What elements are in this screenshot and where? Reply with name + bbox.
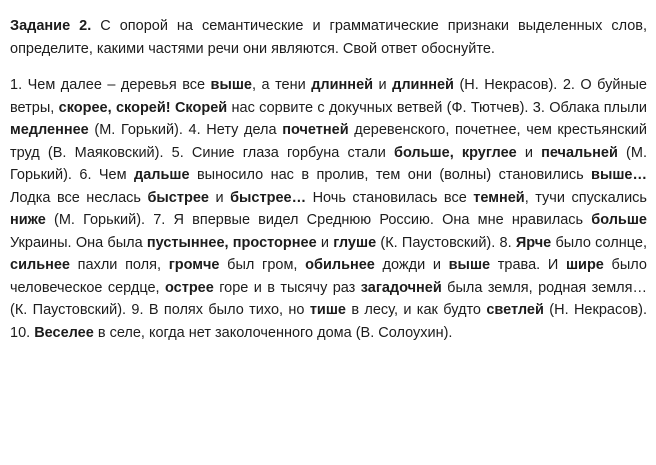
- text-run: и: [316, 234, 334, 251]
- highlighted-word: больше, круглее: [393, 144, 517, 161]
- text-run: Лодка все неслась: [10, 189, 148, 206]
- highlighted-word: Задание 2.: [10, 18, 92, 34]
- text-run: , а тени: [252, 77, 312, 93]
- highlighted-word: пустыннее, просторнее: [146, 234, 317, 251]
- text-run: (К. Паустовский). 8.: [376, 234, 516, 251]
- text-run: выносило нас в пролив, тем они (волны) становились: [189, 167, 592, 183]
- text-run: деревенского, почетнее, чем крестьянский труд (В. Маяковский). 5. Синие глаза горбуна стали: [10, 122, 647, 161]
- highlighted-word: выше: [210, 77, 252, 93]
- highlighted-word: темней: [473, 189, 525, 206]
- text-run: трава. И: [490, 257, 566, 273]
- text-run: и: [208, 189, 231, 206]
- text-run: было солнце,: [551, 234, 647, 251]
- text-run: и: [516, 144, 542, 161]
- text-run: была земля, родная земля… (К. Паустовский). 9. В полях было тихо, но: [10, 279, 647, 318]
- text-run: (М. Горький). 6. Чем: [10, 144, 647, 183]
- text-run: , тучи спускались: [524, 189, 647, 206]
- highlighted-word: тише: [309, 302, 346, 318]
- text-run: (М. Горький). 4. Нету дела: [88, 122, 283, 138]
- highlighted-word: сильнее: [10, 257, 70, 273]
- highlighted-word: обильнее: [305, 257, 375, 273]
- highlighted-word: больше: [591, 212, 647, 228]
- text-run: Ночь становилась все: [306, 189, 474, 206]
- highlighted-word: скорее, скорей! Скорей: [58, 99, 228, 116]
- highlighted-word: дальше: [134, 167, 190, 183]
- task-heading-paragraph: [10, 15, 647, 60]
- text-run: (М. Горький). 7. Я впервые видел Среднюю Россию. Она мне нравилась: [45, 212, 592, 228]
- task-exercise-paragraph: [10, 74, 647, 344]
- highlighted-word: загадочней: [360, 279, 442, 296]
- text-run: (Н. Некрасов). 2. О буйные ветры,: [10, 77, 648, 116]
- text-run: пахли поля,: [70, 257, 169, 273]
- highlighted-word: острее: [164, 279, 214, 296]
- highlighted-word: печальней: [541, 144, 618, 161]
- highlighted-word: почетней: [282, 122, 349, 138]
- highlighted-word: длинней: [311, 77, 374, 93]
- text-run: и: [373, 77, 393, 93]
- highlighted-word: быстрее: [147, 189, 209, 206]
- highlighted-word: длинней: [392, 77, 454, 93]
- text-run: горе и в тысячу раз: [213, 279, 361, 296]
- highlighted-word: выше…: [591, 167, 647, 183]
- highlighted-word: ниже: [10, 212, 46, 228]
- text-run: в селе, когда нет заколоченного дома (В. Солоухин).: [93, 324, 453, 341]
- highlighted-word: громче: [168, 257, 220, 273]
- highlighted-word: Веселее: [34, 324, 94, 341]
- highlighted-word: выше: [448, 257, 491, 273]
- text-run: 1. Чем далее – деревья все: [10, 77, 211, 93]
- text-run: был гром,: [219, 257, 306, 273]
- text-run: было человеческое сердце,: [10, 257, 647, 296]
- text-run: (Н. Некрасов). 10.: [10, 302, 647, 341]
- text-run: нас сорвите с докучных ветвей (Ф. Тютчев). 3. Облака плыли: [227, 99, 648, 116]
- text-run: в лесу, и как будто: [346, 302, 487, 318]
- highlighted-word: шире: [565, 257, 604, 273]
- highlighted-word: быстрее…: [230, 189, 307, 206]
- highlighted-word: медленнее: [10, 122, 89, 138]
- highlighted-word: Ярче: [515, 234, 552, 251]
- text-run: дожди и: [374, 257, 449, 273]
- text-run: С опорой на семантические и грамматические признаки выделенных слов, определите, какими частями речи они являются. Свой ответ обоснуйте.: [10, 18, 647, 57]
- text-run: Украины. Она была: [10, 234, 147, 251]
- highlighted-word: глуше: [333, 234, 377, 251]
- highlighted-word: светлей: [486, 302, 544, 318]
